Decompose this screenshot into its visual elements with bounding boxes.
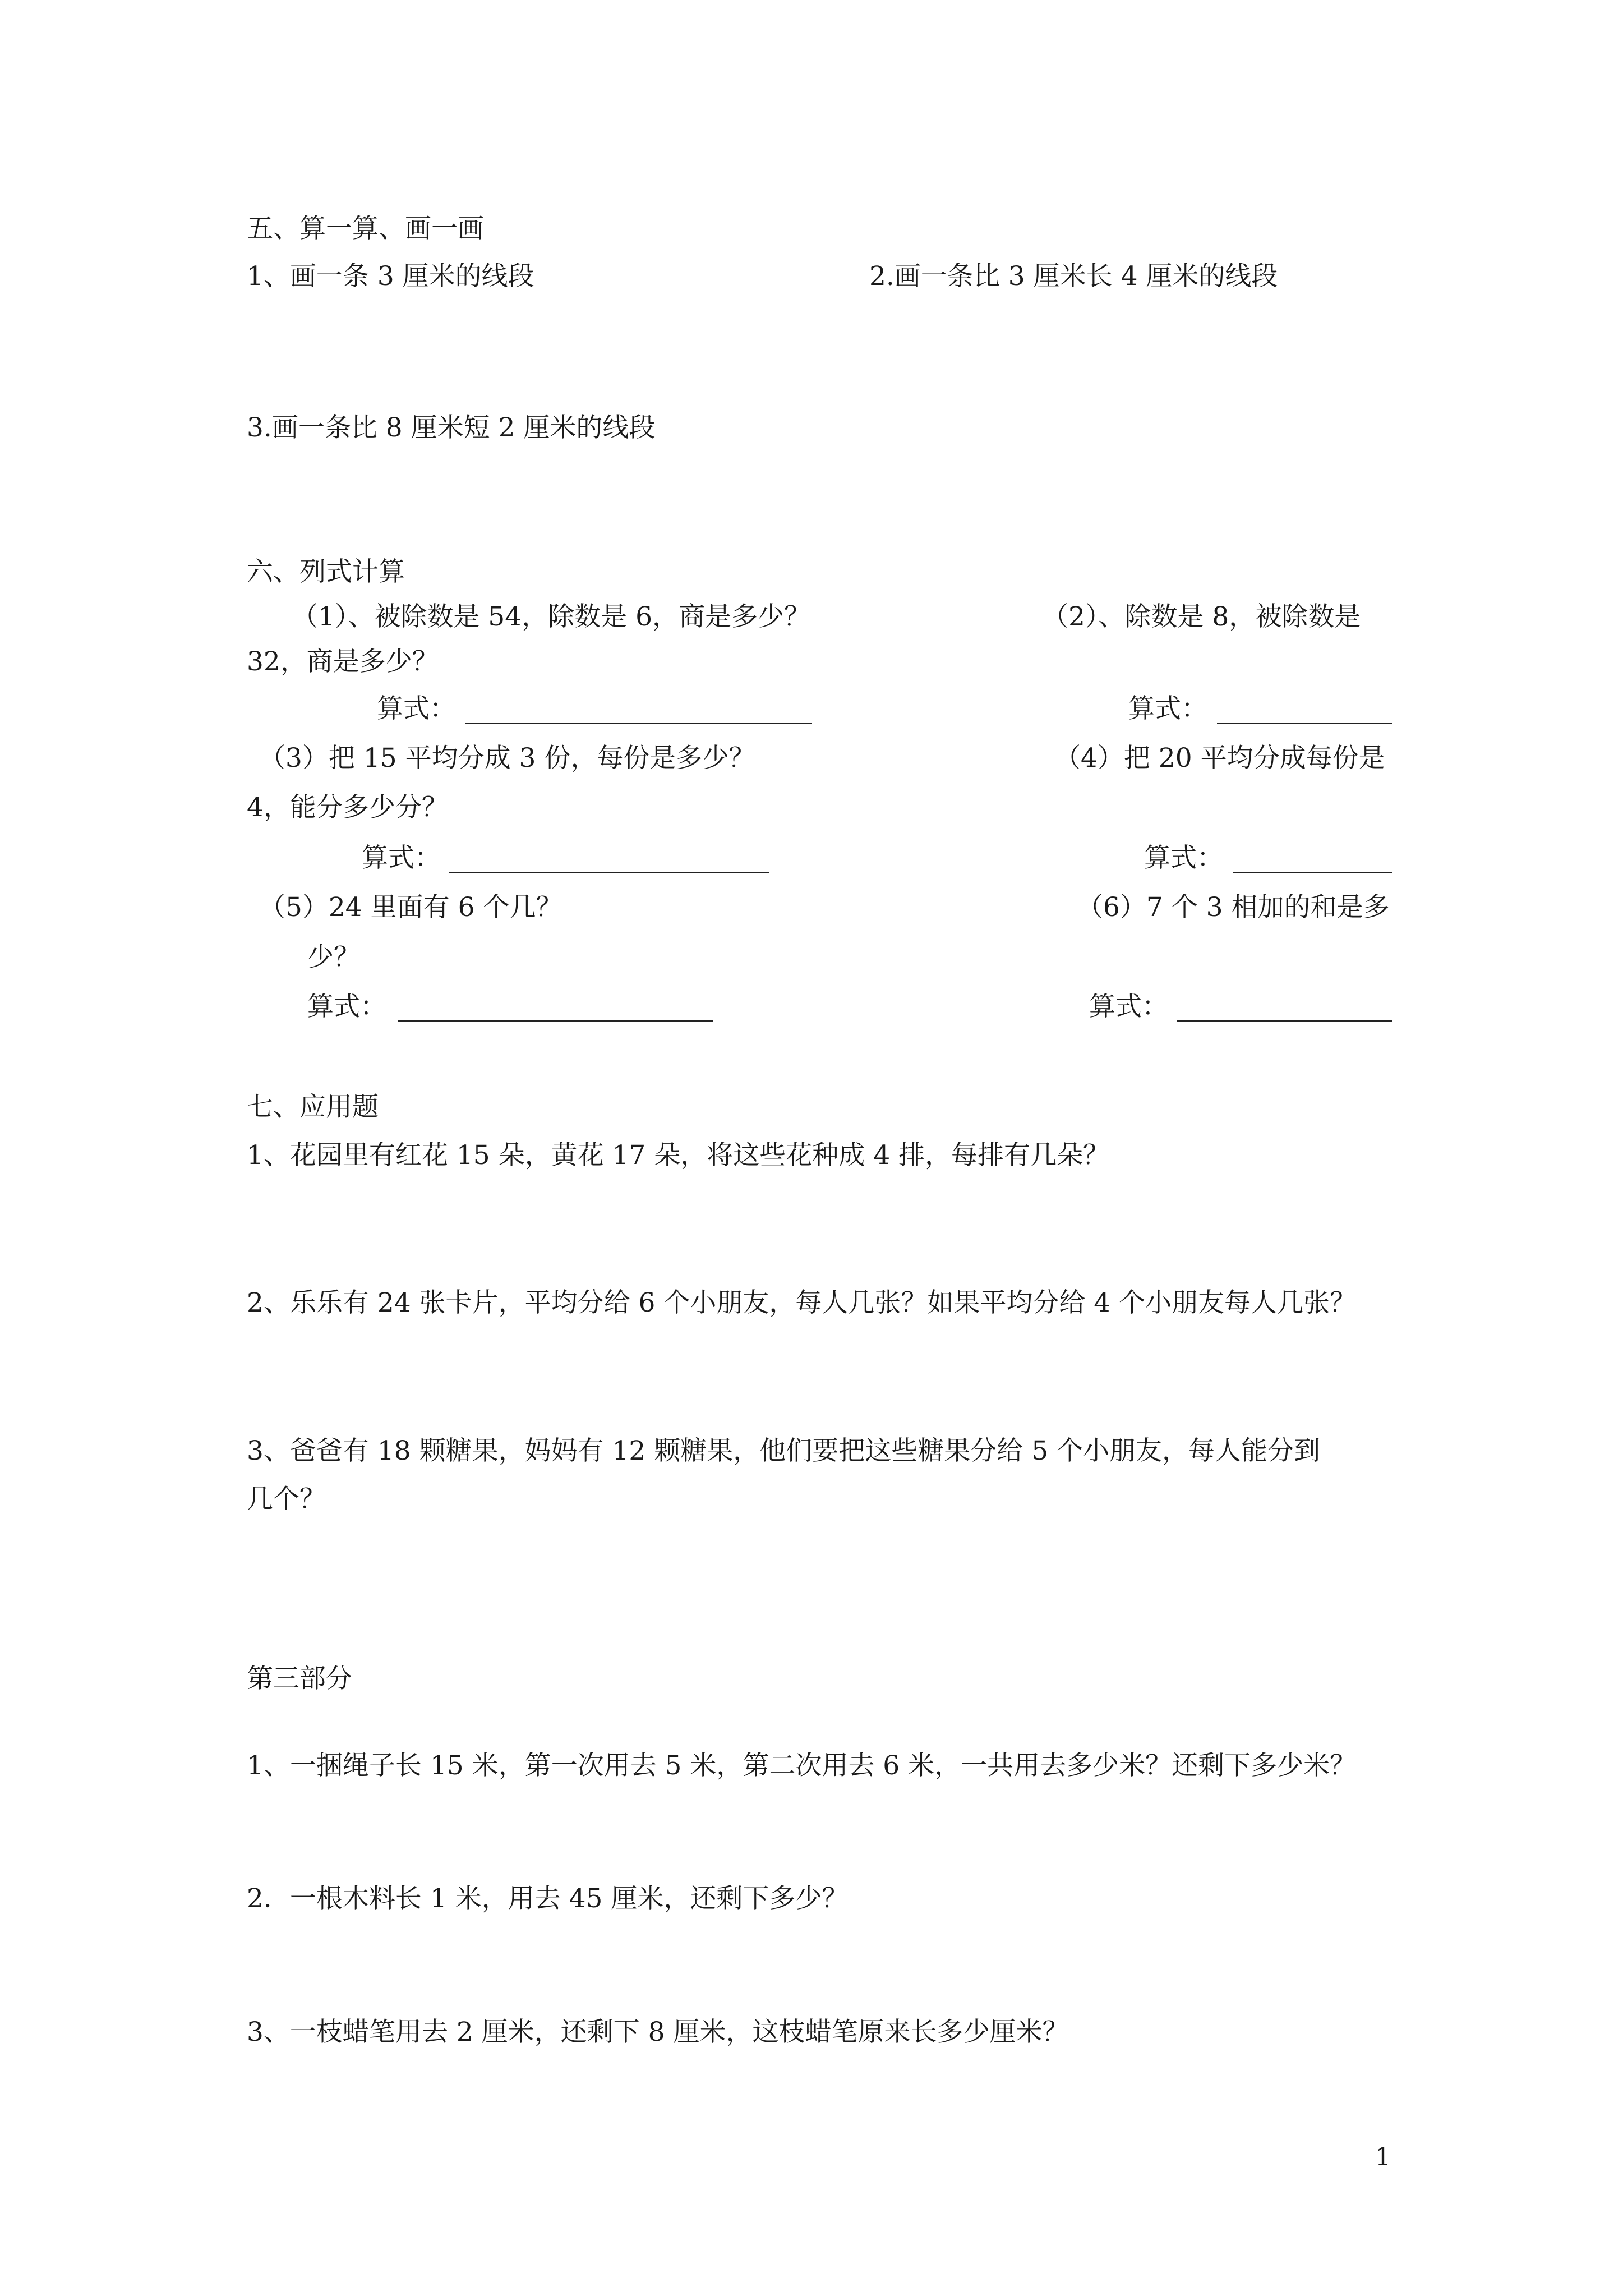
section6-title: 六、列式计算: [247, 556, 405, 587]
section7-question-3-line2: 几个？: [247, 1484, 326, 1515]
section6-question-5: （5）24 里面有 6 个几？: [259, 892, 562, 923]
section6-question-1: （1）、被除数是 54，除数是 6，商是多少？: [292, 601, 810, 632]
part3-question-2: 2．一根木料长 1 米，用去 45 厘米，还剩下多少？: [247, 1883, 849, 1914]
formula-label-6: 算式：: [1089, 991, 1168, 1022]
section6-question-4-line1: （4）把 20 平均分成每份是: [1054, 743, 1385, 774]
page-number: 1: [1375, 2143, 1391, 2171]
answer-blank-2[interactable]: [1217, 723, 1392, 724]
formula-label-4: 算式：: [1144, 843, 1223, 873]
part3-question-1: 1、一捆绳子长 15 米，第一次用去 5 米，第二次用去 6 米，一共用去多少米？还剩下多少米？: [247, 1750, 1357, 1781]
answer-blank-5[interactable]: [398, 1020, 713, 1022]
formula-label-5: 算式：: [307, 991, 386, 1022]
formula-label-1: 算式：: [377, 693, 456, 724]
section6-question-6-line2: 少？: [307, 942, 360, 973]
section5-question-3: 3.画一条比 8 厘米短 2 厘米的线段: [247, 412, 656, 443]
formula-label-2: 算式：: [1128, 693, 1207, 724]
section6-question-2-line1: （2）、除数是 8，被除数是: [1042, 601, 1361, 632]
section7-question-3-line1: 3、爸爸有 18 颗糖果，妈妈有 12 颗糖果，他们要把这些糖果分给 5 个小朋友，每人能分到: [247, 1435, 1321, 1466]
section6-question-4-line2: 4，能分多少分？: [247, 792, 448, 823]
formula-label-3: 算式：: [362, 843, 441, 873]
section6-question-3: （3）把 15 平均分成 3 份，每份是多少？: [259, 743, 755, 774]
section6-question-6-line1: （6）7 个 3 相加的和是多: [1077, 892, 1390, 923]
answer-blank-1[interactable]: [465, 723, 812, 724]
section7-question-1: 1、花园里有红花 15 朵，黄花 17 朵，将这些花种成 4 排，每排有几朵？: [247, 1140, 1110, 1171]
section7-question-2: 2、乐乐有 24 张卡片，平均分给 6 个小朋友，每人几张？如果平均分给 4 个小朋友每人几张？: [247, 1287, 1357, 1318]
section5-title: 五、算一算、画一画: [247, 213, 484, 244]
section5-question-2: 2.画一条比 3 厘米长 4 厘米的线段: [869, 261, 1278, 292]
section5-question-1: 1、画一条 3 厘米的线段: [247, 261, 534, 292]
part3-title: 第三部分: [247, 1663, 352, 1694]
answer-blank-4[interactable]: [1233, 872, 1392, 873]
answer-blank-3[interactable]: [449, 872, 769, 873]
answer-blank-6[interactable]: [1177, 1020, 1392, 1022]
part3-question-3: 3、一枝蜡笔用去 2 厘米，还剩下 8 厘米，这枝蜡笔原来长多少厘米？: [247, 2017, 1069, 2047]
section6-question-2-line2: 32，商是多少？: [247, 646, 439, 677]
section7-title: 七、应用题: [247, 1092, 379, 1122]
